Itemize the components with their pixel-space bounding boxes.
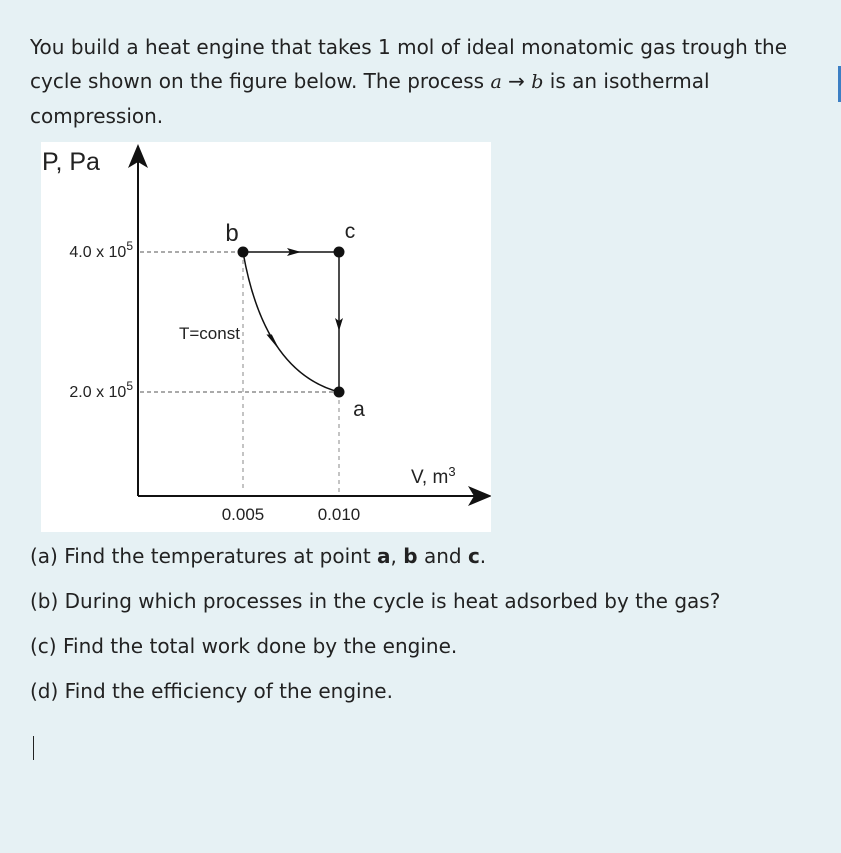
x-tick-label-0: 0.005	[221, 505, 265, 524]
math-point-b: b	[531, 71, 544, 93]
question-a: (a) Find the temperatures at point a, b and c.	[30, 544, 487, 568]
point-a-dot	[334, 387, 345, 398]
text-cursor	[33, 736, 34, 760]
point-b-label: b	[225, 220, 239, 247]
y-axis-label: P, Pa	[42, 148, 100, 176]
x-axis-label: V, $m^3$	[411, 464, 456, 488]
pv-diagram	[41, 142, 491, 532]
math-arrow: →	[508, 69, 525, 93]
pv-diagram-svg	[41, 142, 491, 532]
point-a-label: a	[353, 398, 365, 421]
process-ab-arrow	[268, 335, 278, 347]
question-c: (c) Find the total work done by the engine.	[30, 634, 458, 658]
question-d: (d) Find the efficiency of the engine.	[30, 679, 393, 703]
x-tick-label-1: 0.010	[317, 505, 361, 524]
math-point-a: a	[490, 71, 502, 93]
point-c-label: c	[344, 220, 356, 243]
y-tick-label-1: 4.0 x $10^5$	[69, 239, 133, 261]
process-ab-curve	[243, 252, 339, 392]
point-c-dot	[334, 247, 345, 258]
problem-intro	[30, 30, 800, 133]
point-b-dot	[238, 247, 249, 258]
isotherm-label: T=const	[179, 324, 240, 343]
intro-text-1: You build a heat engine that takes 1 mol of ideal monatomic gas trough the cycle shown on the figure below. The process	[30, 35, 788, 93]
question-b: (b) During which processes in the cycle is heat adsorbed by the gas?	[30, 589, 721, 613]
questions	[30, 545, 810, 725]
intro-text-2: is an isothermal compression.	[30, 69, 710, 128]
y-tick-label-0: 2.0 x $10^5$	[69, 379, 133, 401]
